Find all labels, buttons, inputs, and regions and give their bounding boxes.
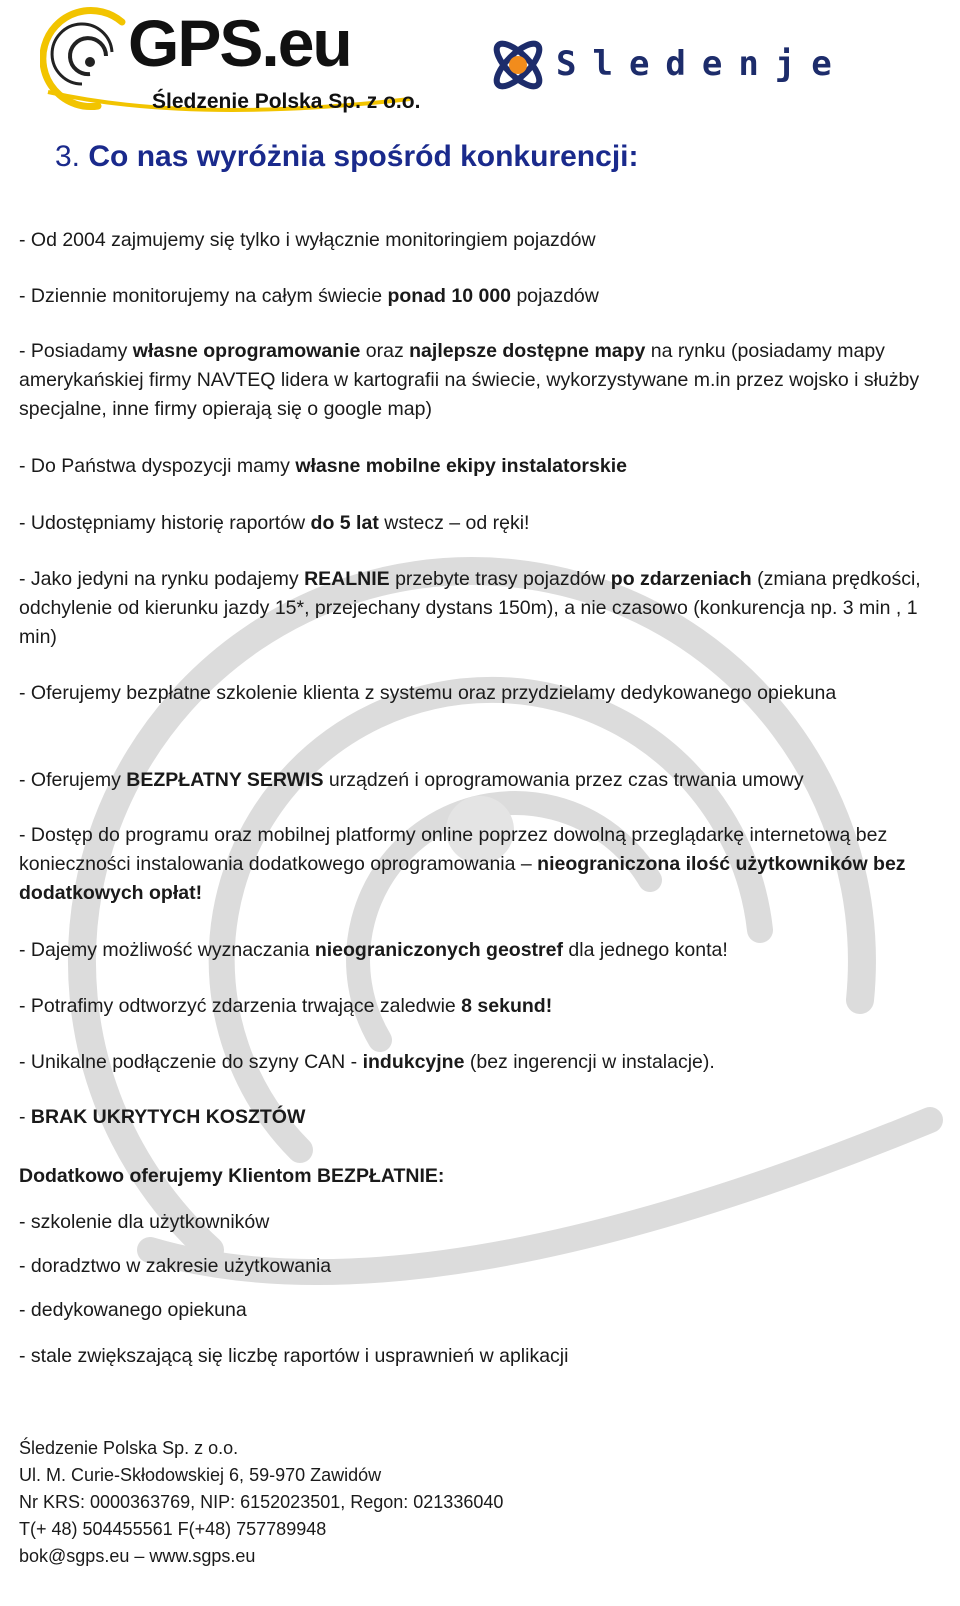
footer-company: Śledzenie Polska Sp. z o.o. [19, 1438, 239, 1458]
emphasis-text: BEZPŁATNY SERWIS [126, 769, 324, 791]
sledenje-logo [486, 33, 848, 97]
emphasis-text: indukcyjne [362, 1051, 465, 1073]
body-text: - Dajemy możliwość wyznaczania [19, 939, 315, 961]
feature-item [19, 679, 949, 708]
emphasis-text: nieograniczona ilość użytkowników bez dodatkowych opłat! [19, 853, 906, 904]
body-text: - Unikalne podłączenie do szyny CAN - [19, 1051, 363, 1073]
emphasis-text: ponad 10 000 [387, 285, 512, 307]
feature-item [19, 936, 949, 965]
section-heading [55, 140, 638, 174]
emphasis-text: własne mobilne ekipy instalatorskie [295, 455, 627, 477]
gps-eu-logo [40, 4, 440, 122]
body-text: oraz [360, 340, 410, 362]
body-text: - Potrafimy odtworzyć zdarzenia trwające zaledwie [19, 995, 462, 1017]
body-text: - Udostępniamy historię raportów [19, 512, 311, 534]
footer-address: Ul. M. Curie-Skłodowskiej 6, 59-970 Zawidów [19, 1465, 382, 1485]
feature-item [19, 282, 949, 311]
gps-logo-subtitle: Śledzenie Polska Sp. z o.o. [152, 90, 421, 113]
feature-item [19, 565, 949, 652]
body-text: - Oferujemy bezpłatne szkolenie klienta z systemu oraz przydzielamy dedykowanego opiekuna [19, 682, 837, 704]
emphasis-text: najlepsze dostępne mapy [409, 340, 646, 362]
emphasis-text: 8 sekund! [461, 995, 553, 1017]
feature-item [19, 1048, 949, 1077]
body-text: - Od 2004 zajmujemy się tylko i wyłącznie monitoringiem pojazdów [19, 229, 596, 251]
body-text: - Jako jedyni na rynku podajemy [19, 568, 305, 590]
feature-item [19, 226, 949, 255]
body-text: - Dostęp do programu oraz mobilnej platformy online poprzez dowolną przeglądarkę internetową bez konieczności instalowania dodatkowego oprogramowania – [19, 824, 888, 875]
feature-item [19, 509, 949, 538]
extras-item: - dedykowanego opiekuna [19, 1299, 247, 1321]
body-text: na rynku (posiadamy mapy amerykańskiej firmy NAVTEQ lidera w kartografii na świecie, wykorzystywane m.in przez wojsko i służby specjalne, inne firmy opierają się o google map) [19, 340, 920, 420]
emphasis-text: do 5 lat [310, 512, 379, 534]
body-text: dla jednego konta! [562, 939, 728, 961]
footer-registry: Nr KRS: 0000363769, NIP: 6152023501, Regon: 021336040 [19, 1492, 504, 1512]
extras-item: - doradztwo w zakresie użytkowania [19, 1255, 332, 1277]
sledenje-logo-text: Sledenje [556, 44, 848, 84]
emphasis-text: nieograniczonych geostref [314, 939, 563, 961]
gps-logo-text: GPS.eu [128, 6, 351, 80]
feature-item [19, 821, 949, 908]
page-header [0, 0, 960, 125]
body-text: - Oferujemy [19, 769, 127, 791]
body-text: - [19, 1106, 31, 1128]
extras-title: Dodatkowo oferujemy Klientom BEZPŁATNIE: [19, 1165, 445, 1187]
extras-item: - stale zwiększającą się liczbę raportów i usprawnień w aplikacji [19, 1345, 569, 1367]
section-number: 3. [55, 140, 81, 173]
company-footer [19, 1435, 503, 1570]
feature-item [19, 992, 949, 1021]
body-text: urządzeń i oprogramowania przez czas trwania umowy [323, 769, 804, 791]
feature-item [19, 452, 949, 481]
section-title: Co nas wyróżnia spośród konkurencji: [80, 140, 639, 173]
body-text: przebyte trasy pojazdów [389, 568, 611, 590]
sledenje-orbit-icon [486, 33, 550, 97]
feature-item [19, 1103, 949, 1132]
body-text: (zmiana prędkości, odchylenie od kierunku jazdy 15*, przejechany dystans 150m), a nie czasowo (konkurencja np. 3 min , 1 min) [19, 568, 921, 648]
body-text: - Dziennie monitorujemy na całym świecie [19, 285, 388, 307]
body-text: wstecz – od ręki! [378, 512, 530, 534]
body-text: (bez ingerencji w instalacje). [464, 1051, 715, 1073]
extras-item: - szkolenie dla użytkowników [19, 1211, 270, 1233]
footer-phones: T(+ 48) 504455561 F(+48) 757789948 [19, 1519, 327, 1539]
emphasis-text: po zdarzeniach [610, 568, 752, 590]
emphasis-text: BRAK UKRYTYCH KOSZTÓW [30, 1106, 306, 1128]
body-text: - Posiadamy [19, 340, 133, 362]
feature-item [19, 337, 949, 424]
feature-item [19, 766, 949, 795]
emphasis-text: własne oprogramowanie [132, 340, 361, 362]
body-text: pojazdów [511, 285, 599, 307]
emphasis-text: REALNIE [304, 568, 390, 590]
body-text: - Do Państwa dyspozycji mamy [19, 455, 296, 477]
footer-contact: bok@sgps.eu – www.sgps.eu [19, 1546, 256, 1566]
